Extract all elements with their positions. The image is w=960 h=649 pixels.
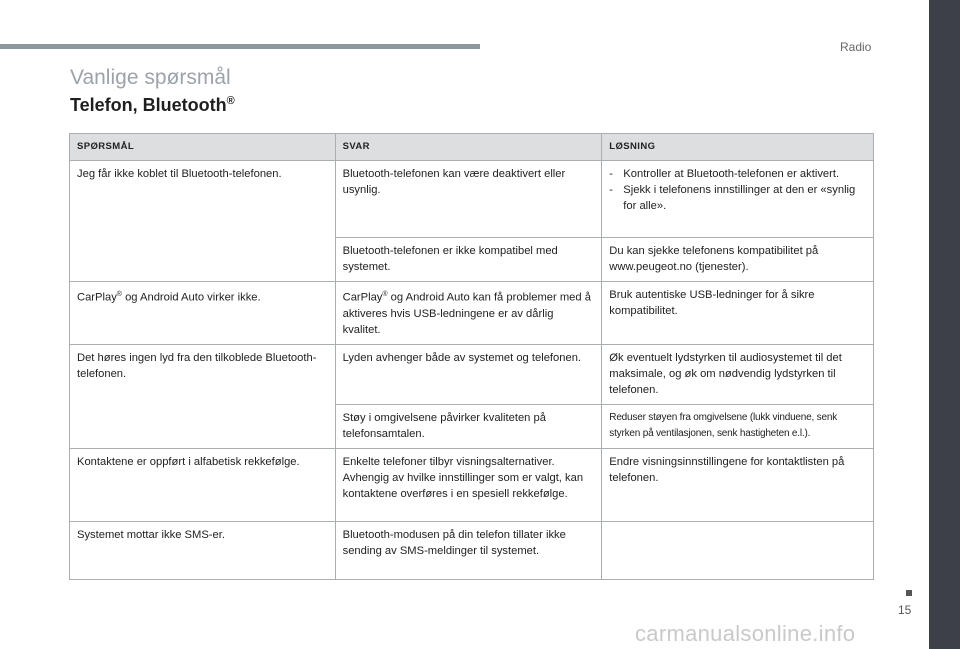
registered-mark: ® [382,291,388,298]
solution-cell: Du kan sjekke telefonens kompatibilitet på www.peugeot.no (tjenester). [602,238,874,282]
table-row [70,282,874,345]
list-item: - Sjekk i telefonens innstillinger at den er «synlig for alle». [609,184,856,212]
table-row [70,161,874,238]
column-header-question: SPØRSMÅL [70,134,336,161]
table-row [70,448,874,521]
solution-list [609,166,866,214]
page-number: 15 [898,603,912,617]
solution-cell: Reduser støyen fra omgivelsene (lukk vinduene, senk styrken på ventilasjonen, senk hastigheten e.l.). [602,404,874,448]
side-bar [929,0,960,649]
column-header-solution: LØSNING [602,134,874,161]
registered-mark: ® [116,291,122,298]
registered-mark: ® [226,95,235,107]
solution-cell [602,161,874,238]
list-item-text: Kontroller at Bluetooth-telefonen er aktivert. [623,168,840,180]
section-subtitle [70,95,235,116]
page-marker [906,590,912,596]
question-text: CarPlay [77,291,117,304]
answer-cell: Støy i omgivelsene påvirker kvaliteten på telefonsamtalen. [335,404,602,448]
solution-cell: Bruk autentiske USB-ledninger for å sikre kompatibilitet. [602,282,874,345]
column-header-answer: SVAR [335,134,602,161]
answer-cell [335,282,602,345]
section-label: Radio [840,40,872,54]
top-rule [0,44,480,49]
solution-cell [602,521,874,579]
answer-cell: Bluetooth-telefonen kan være deaktivert eller usynlig. [335,161,602,238]
table-row [70,344,874,404]
answer-cell: Enkelte telefoner tilbyr visningsalternativer. Avhengig av hvilke innstillinger som er valgt, kan kontaktene overføres i en spesiell rekkefølge. [335,448,602,521]
faq-table [69,133,874,580]
list-item: - Kontroller at Bluetooth-telefonen er aktivert. [609,168,840,180]
question-text: og Android Auto virker ikke. [121,291,261,304]
answer-text: CarPlay [342,291,383,304]
solution-cell: Endre visningsinnstillingene for kontaktlisten på telefonen. [602,448,874,521]
answer-cell: Bluetooth-telefonen er ikke kompatibel med systemet. [335,238,602,282]
page-title: Vanlige spørsmål [70,66,231,89]
question-cell: Systemet mottar ikke SMS-er. [70,521,336,579]
subtitle-text: Telefon, Bluetooth [70,95,227,115]
answer-text: og Android Auto kan få problemer med å aktiveres hvis USB-ledningene er av dårlig kvalitet. [342,291,591,336]
answer-cell: Lyden avhenger både av systemet og telefonen. [335,344,602,404]
question-cell: Jeg får ikke koblet til Bluetooth-telefonen. [70,161,336,282]
question-cell: Det høres ingen lyd fra den tilkoblede Bluetooth-telefonen. [70,344,336,448]
list-item-text: Sjekk i telefonens innstillinger at den er «synlig for alle». [623,184,856,212]
question-cell [70,282,336,345]
watermark-text: carmanualsonline.info [635,621,856,646]
solution-cell: Øk eventuelt lydstyrken til audiosystemet til det maksimale, og øk om nødvendig lydstyrken til telefonen. [602,344,874,404]
answer-cell: Bluetooth-modusen på din telefon tillater ikke sending av SMS-meldinger til systemet. [335,521,602,579]
question-cell: Kontaktene er oppført i alfabetisk rekkefølge. [70,448,336,521]
table-row [70,521,874,579]
table-header-row [70,134,874,161]
